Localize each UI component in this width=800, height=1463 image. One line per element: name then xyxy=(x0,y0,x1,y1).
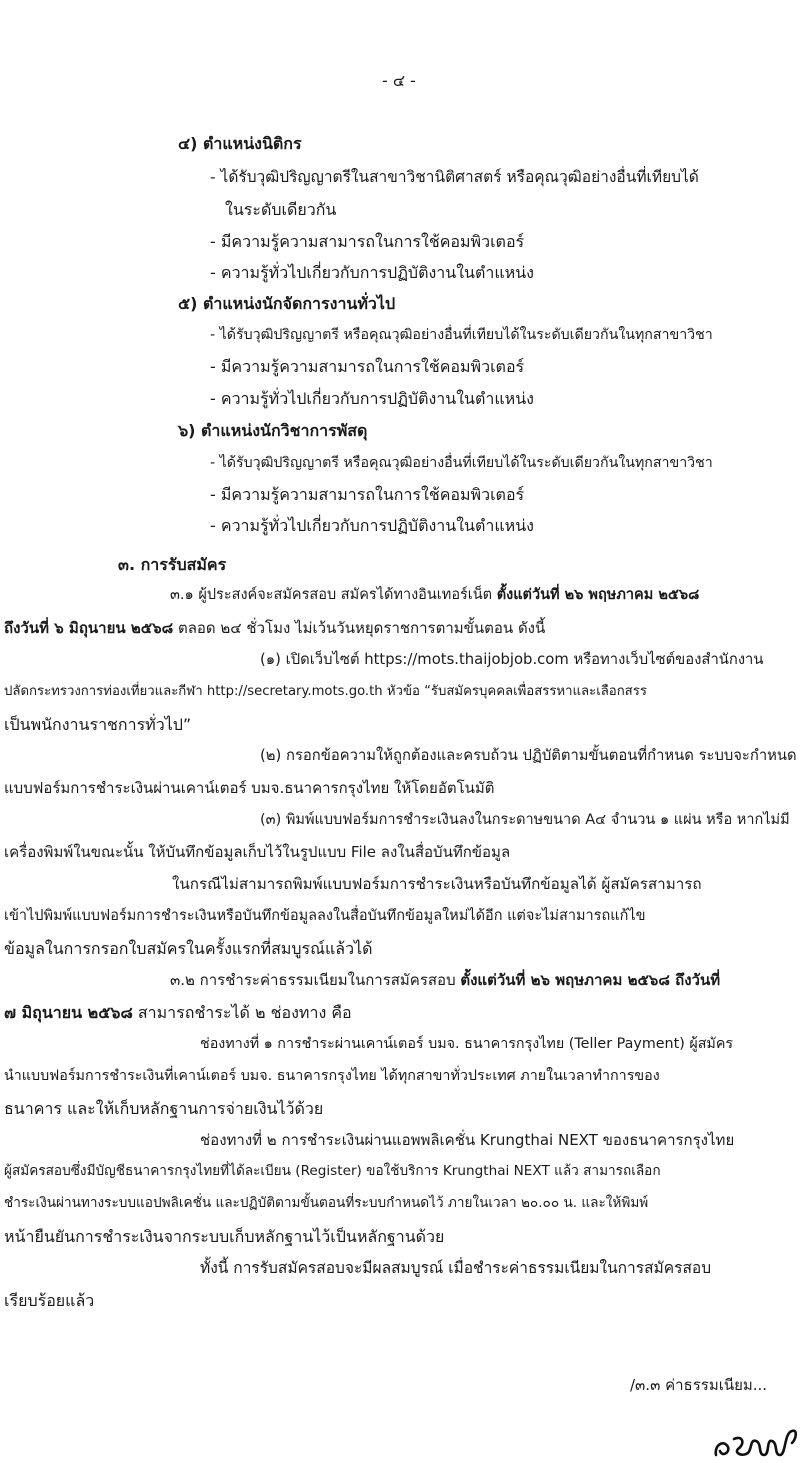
fail-line1: ในกรณีไม่สามารถพิมพ์แบบฟอร์มการชำระเงินหรือบันทึกข้อมูลได้ ผู้สมัครสามารถ xyxy=(172,875,702,893)
sec5-item-1: - ได้รับวุฒิปริญญาตรี หรือคุณวุฒิอย่างอื่นที่เทียบได้ในระดับเดียวกันในทุกสาขาวิชา xyxy=(210,327,713,343)
continuation-note: /๓.๓ ค่าธรรมเนียม... xyxy=(630,1376,768,1394)
p32-line1 xyxy=(170,973,720,988)
p31-line1-date: ตั้งแต่วันที่ ๒๖ พฤษภาคม ๒๕๖๘ xyxy=(496,587,700,603)
sec5-item-2: - มีความรู้ความสามารถในการใช้คอมพิวเตอร์ xyxy=(210,357,525,376)
apply-heading: ๓. การรับสมัคร xyxy=(118,555,227,574)
p31-line2-text: ตลอด ๒๔ ชั่วโมง ไม่เว้นวันหยุดราชการตามขั้นตอน ดังนี้ xyxy=(173,619,546,637)
p31-line2 xyxy=(4,621,545,636)
p31-line1-text: ๓.๑ ผู้ประสงค์จะสมัครสอบ สมัครได้ทางอินเทอร์เน็ต xyxy=(170,587,497,603)
step-1-line3: เป็นพนักงานราชการทั่วไป” xyxy=(4,715,192,734)
channel-1-line2: นำแบบฟอร์มการชำระเงินที่เคาน์เตอร์ บมจ. ธนาคารกรุงไทย ได้ทุกสาขาทั่วประเทศ ภายในเวลาทำการของ xyxy=(4,1068,660,1084)
p31-line2-date: ถึงวันที่ ๖ มิถุนายน ๒๕๖๘ xyxy=(4,619,174,637)
section-4-heading: ๔) ตำแหน่งนิติกร xyxy=(178,134,302,153)
sec4-item-1-cont: ในระดับเดียวกัน xyxy=(225,200,337,219)
note-line2: เรียบร้อยแล้ว xyxy=(4,1291,95,1310)
section-5-heading: ๕) ตำแหน่งนักจัดการงานทั่วไป xyxy=(178,294,396,313)
p32-line1-date: ตั้งแต่วันที่ ๒๖ พฤษภาคม ๒๕๖๘ ถึงวันที่ xyxy=(460,971,721,989)
p32-line1-text: ๓.๒ การชำระค่าธรรมเนียมในการสมัครสอบ xyxy=(170,971,461,989)
channel-1-line3: ธนาคาร และให้เก็บหลักฐานการจ่ายเงินไว้ด้วย xyxy=(4,1099,324,1118)
sec5-item-3: - ความรู้ทั่วไปเกี่ยวกับการปฏิบัติงานในตำแหน่ง xyxy=(210,389,534,408)
step-2-line2: แบบฟอร์มการชำระเงินผ่านเคาน์เตอร์ บมจ.ธนาคารกรุงไทย ให้โดยอัตโนมัติ xyxy=(4,779,495,797)
sec6-item-1: - ได้รับวุฒิปริญญาตรี หรือคุณวุฒิอย่างอื่นที่เทียบได้ในระดับเดียวกันในทุกสาขาวิชา xyxy=(210,455,713,471)
step-2-line1: (๒) กรอกข้อความให้ถูกต้องและครบถ้วน ปฏิบัติตามขั้นตอนที่กำหนด ระบบจะกำหนด xyxy=(260,747,797,764)
sec6-item-3: - ความรู้ทั่วไปเกี่ยวกับการปฏิบัติงานในตำแหน่ง xyxy=(210,516,534,535)
channel-1-line1: ช่องทางที่ ๑ การชำระผ่านเคาน์เตอร์ บมจ. ธนาคารกรุงไทย (Teller Payment) ผู้สมัคร xyxy=(200,1036,734,1052)
fail-line3: ข้อมูลในการกรอกใบสมัครในครั้งแรกที่สมบูรณ์แล้วได้ xyxy=(4,939,373,958)
fail-line2: เข้าไปพิมพ์แบบฟอร์มการชำระเงินหรือบันทึกข้อมูลลงในสื่อบันทึกข้อมูลใหม่ได้อีก แต่จะไม่สามารถแก้ไข xyxy=(4,908,646,924)
channel-2-line1: ช่องทางที่ ๒ การชำระเงินผ่านแอพพลิเคชั่น Krungthai NEXT ของธนาคารกรุงไทย xyxy=(200,1131,735,1149)
section-6-heading: ๖) ตำแหน่งนักวิชาการพัสดุ xyxy=(178,421,368,440)
sec4-item-3: - ความรู้ทั่วไปเกี่ยวกับการปฏิบัติงานในตำแหน่ง xyxy=(210,263,534,282)
channel-2-line3: ชำระเงินผ่านทางระบบแอปพลิเคชั่น และปฏิบัติตามขั้นตอนที่ระบบกำหนดไว้ ภายในเวลา ๒๐.๐๐ น. และให้พิมพ์ xyxy=(4,1195,649,1211)
step-1-line1: (๑) เปิดเว็บไซต์ https://mots.thaijobjob.com หรือทางเว็บไซต์ของสำนักงาน xyxy=(260,651,764,668)
p32-line2-date: ๗ มิถุนายน ๒๕๖๘ xyxy=(4,1003,133,1022)
step-3-line1: (๓) พิมพ์แบบฟอร์มการชำระเงินลงในกระดาษขนาด A๔ จำนวน ๑ แผ่น หรือ หากไม่มี xyxy=(260,812,790,828)
step-1-line2: ปลัดกระทรวงการท่องเที่ยวและกีฬา http://secretary.mots.go.th หัวข้อ “รับสมัครบุคคลเพื่อสรรหาและเลือกสรร xyxy=(4,684,647,699)
handwritten-signature xyxy=(712,1425,800,1463)
sec4-item-2: - มีความรู้ความสามารถในการใช้คอมพิวเตอร์ xyxy=(210,232,525,251)
step-3-line2: เครื่องพิมพ์ในขณะนั้น ให้บันทึกข้อมูลเก็บไว้ในรูปแบบ File ลงในสื่อบันทึกข้อมูล xyxy=(4,843,511,861)
page-number: - ๔ - xyxy=(382,71,416,90)
channel-2-line4: หน้ายืนยันการชำระเงินจากระบบเก็บหลักฐานไว้เป็นหลักฐานด้วย xyxy=(4,1227,445,1246)
channel-2-line2: ผู้สมัครสอบซึ่งมีบัญชีธนาคารกรุงไทยที่ได้ละเบียน (Register) ขอใช้บริการ Krungthai NEXT แล้ว สามารถเลือก xyxy=(4,1163,661,1179)
p32-line2-text: สามารถชำระได้ ๒ ช่องทาง คือ xyxy=(132,1003,352,1022)
p31-line1 xyxy=(170,588,699,603)
note-line1: ทั้งนี้ การรับสมัครสอบจะมีผลสมบูรณ์ เมื่อชำระค่าธรรมเนียมในการสมัครสอบ xyxy=(200,1259,712,1277)
sec4-item-1: - ได้รับวุฒิปริญญาตรีในสาขาวิชานิติศาสตร์ หรือคุณวุฒิอย่างอื่นที่เทียบได้ xyxy=(210,168,699,186)
sec6-item-2: - มีความรู้ความสามารถในการใช้คอมพิวเตอร์ xyxy=(210,485,525,504)
p32-line2 xyxy=(4,1005,352,1021)
